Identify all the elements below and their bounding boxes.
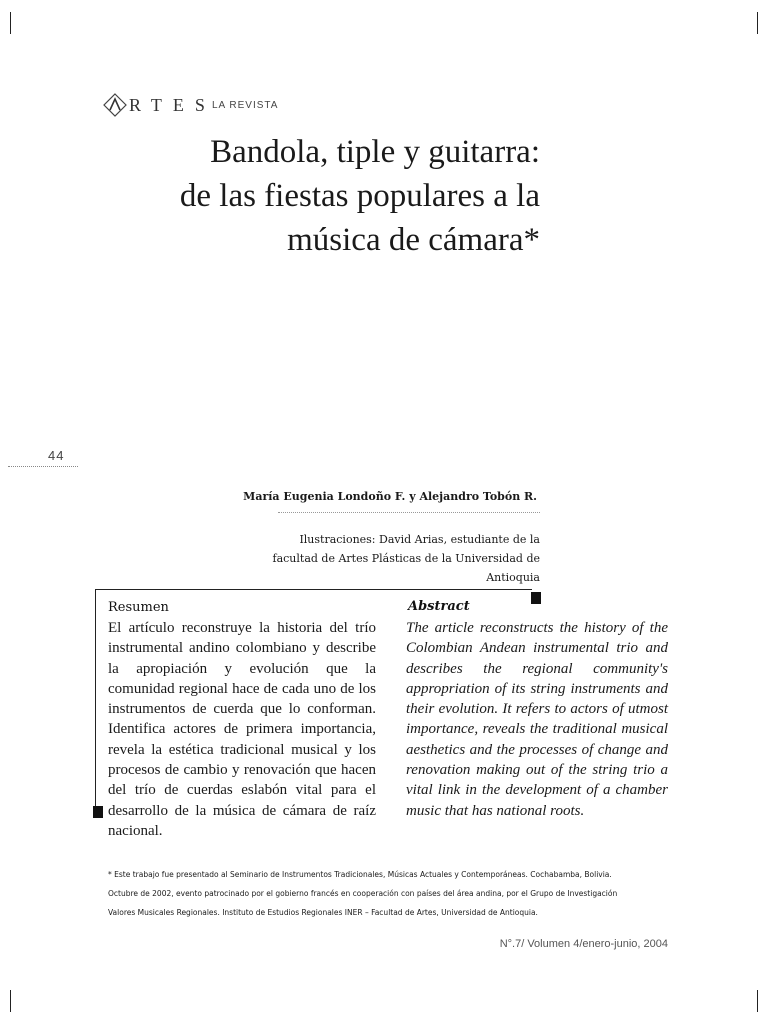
journal-header [103, 93, 278, 117]
frame-corner-marker [531, 592, 541, 604]
article-title-line: de las fiestas populares a la [179, 178, 540, 214]
resumen-heading: Resumen [108, 600, 169, 615]
crop-mark-bottom-left [10, 990, 11, 1012]
illustrations-credit: Ilustraciones: David Arias, estudiante de la facultad de Artes Plásticas de la Universidad de Antioquia [272, 533, 540, 584]
crop-mark-top-right [757, 12, 758, 34]
journal-brand-subtitle: LA REVISTA [211, 99, 279, 111]
resumen-body: El artículo reconstruye la historia del trío instrumental andino colombiano y describe la apropiación y evolución que la comunidad regional hace de cada uno de los instrumentos de cuerda que lo conforman. Identifica actores de primera importancia, revela la estética tradicional musical y los procesos de cambio y renovación que hacen del trío de cuerdas eslabón vital para el desarrollo de la música de cámara de raíz nacional. [108, 620, 376, 839]
abstract-heading: Abstract [408, 599, 470, 614]
footnote [108, 865, 668, 922]
footnote-line: * Este trabajo fue presentado al Seminario de Instrumentos Tradicionales, Músicas Actuales y Contemporáneas. Cochabamba, Bolivia. [108, 870, 612, 879]
journal-brand: RTES [129, 94, 216, 115]
summary-frame-top [95, 589, 532, 590]
artes-logo-icon [103, 93, 127, 117]
summary-frame-left [95, 589, 96, 807]
crop-mark-top-left [10, 12, 11, 34]
page-number: 44 [48, 448, 65, 463]
abstract-body: The article reconstructs the history of the Colombian Andean instrumental trio and describes the regional community's appropriation of its string instruments and their evolution. It refers to actors of utmost importance, reveals the traditional musical aesthetics and the processes of change and renovation making out of the string trio a vital link in the development of a chamber music that has national roots. [406, 620, 668, 819]
footnote-line: Valores Musicales Regionales. Instituto de Estudios Regionales INER – Facultad de Artes, Universidad de Antioquia. [108, 908, 538, 917]
footnote-line: Octubre de 2002, evento patrocinado por el gobierno francés en cooperación con países del área andina, por el Grupo de Investigación [108, 889, 618, 898]
authors-divider [278, 512, 540, 513]
crop-mark-bottom-right [757, 990, 758, 1012]
issue-info: N°.7/ Volumen 4/enero-junio, 2004 [499, 938, 668, 950]
frame-corner-marker [93, 806, 103, 818]
article-authors: María Eugenia Londoño F. y Alejandro Tobón R. [243, 490, 537, 503]
article-title-line: música de cámara* [287, 222, 540, 258]
article-title-line: Bandola, tiple y guitarra: [210, 134, 540, 170]
page-number-divider [8, 466, 78, 467]
article-title [160, 130, 540, 262]
